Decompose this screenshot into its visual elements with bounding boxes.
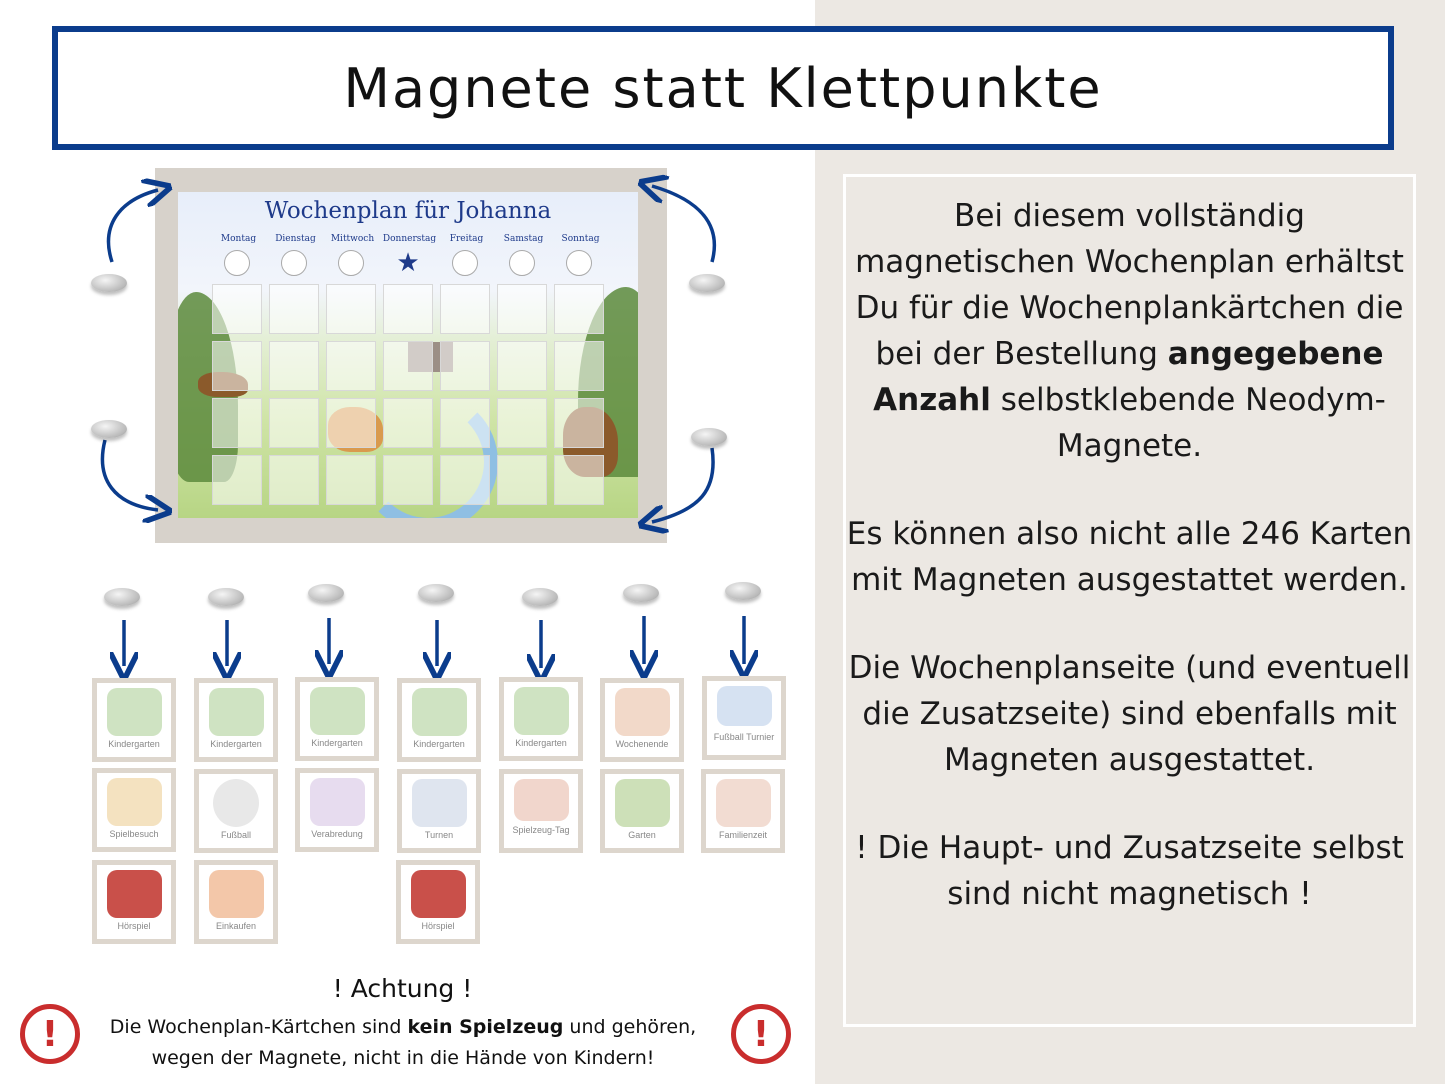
card-slot <box>212 455 262 505</box>
family-icon <box>716 779 771 827</box>
magnet-icon <box>104 588 140 606</box>
card-slot <box>497 284 547 334</box>
vegetable-basket-icon <box>615 779 670 827</box>
card-label: Turnen <box>424 830 454 840</box>
card-slot <box>269 455 319 505</box>
card-slot-grid <box>212 284 604 505</box>
card-slot <box>440 341 490 391</box>
card-slot <box>269 341 319 391</box>
card-kindergarten <box>194 678 278 762</box>
info-paragraph: Es können also nicht alle 246 Karten mit Magneten ausgestattet werden. <box>846 516 1413 598</box>
day-marker-row <box>224 250 592 276</box>
card-kindergarten <box>499 677 583 761</box>
magnet-icon <box>522 588 558 606</box>
radio-icon <box>107 870 162 918</box>
card-slot <box>326 284 376 334</box>
card-slot <box>554 341 604 391</box>
kindergarten-icon <box>209 688 264 736</box>
warning-text-part: Die Wochenplan-Kärtchen sind <box>109 1016 408 1038</box>
weekday-row <box>210 234 638 244</box>
card-slot <box>383 455 433 505</box>
card-label: Fußball Turnier <box>713 732 775 742</box>
card-slot <box>383 284 433 334</box>
card-label: Kindergarten <box>210 739 262 749</box>
gymnastic-rings-icon <box>412 779 467 827</box>
day-marker <box>338 250 364 276</box>
card-label: Wochenende <box>615 739 669 749</box>
kindergarten-icon <box>107 688 162 736</box>
kindergarten-icon <box>412 688 467 736</box>
weekday-label: Sonntag <box>561 234 600 244</box>
magnet-icon <box>689 274 725 292</box>
info-paragraph: ! Die Haupt- und Zusatzseite selbst sind nicht magnetisch ! <box>855 830 1404 912</box>
warning-icon: ! <box>20 1004 80 1064</box>
soccer-ball-icon <box>213 779 259 827</box>
card-label: Spielzeug-Tag <box>512 825 570 835</box>
card-label: Garten <box>628 830 656 840</box>
page-title: Magnete statt Klettpunkte <box>343 56 1103 120</box>
playdate-icon <box>107 778 162 826</box>
card-slot <box>269 284 319 334</box>
card-label: Kindergarten <box>515 738 567 748</box>
weekly-plan-poster <box>178 192 638 518</box>
warning-text-bold: kein Spielzeug <box>407 1016 564 1038</box>
magnet-icon <box>308 584 344 602</box>
card-einkaufen <box>194 860 278 944</box>
info-text-bold: angegebene Anzahl <box>873 336 1384 418</box>
weekday-label: Donnerstag <box>382 234 437 244</box>
card-slot <box>440 455 490 505</box>
card-fussball <box>194 769 278 853</box>
card-slot <box>554 398 604 448</box>
day-marker <box>224 250 250 276</box>
card-label: Familienzeit <box>718 830 767 840</box>
info-paragraph: Die Wochenplanseite (und eventuell die Zusatzseite) sind ebenfalls mit Magneten ausgestattet. <box>848 650 1411 778</box>
poster-title: Wochenplan für Johanna <box>264 198 552 224</box>
arrow-icon <box>109 190 158 262</box>
friends-icon <box>310 778 365 826</box>
weekday-label: Dienstag <box>275 234 316 244</box>
card-slot <box>497 398 547 448</box>
day-marker <box>509 250 535 276</box>
warning-text-part: und gehören, wegen der Magnete, nicht in die Hände von Kindern! <box>151 1016 697 1069</box>
card-kindergarten <box>295 677 379 761</box>
weekday-label: Montag <box>220 234 257 244</box>
kindergarten-icon <box>514 687 569 735</box>
card-slot <box>440 398 490 448</box>
card-slot <box>440 284 490 334</box>
card-spielbesuch <box>92 768 176 852</box>
card-label: Kindergarten <box>108 739 160 749</box>
card-label: Fußball <box>220 830 251 840</box>
magnet-icon <box>418 584 454 602</box>
day-marker <box>281 250 307 276</box>
info-panel <box>843 174 1416 1027</box>
kindergarten-icon <box>310 687 365 735</box>
card-label: Hörspiel <box>421 921 455 931</box>
card-familienzeit <box>701 769 785 853</box>
card-slot <box>497 341 547 391</box>
card-slot <box>212 341 262 391</box>
card-slot <box>326 455 376 505</box>
card-slot <box>326 398 376 448</box>
magnet-icon <box>91 274 127 292</box>
card-slot <box>554 455 604 505</box>
card-kindergarten <box>92 678 176 762</box>
magnet-icon <box>91 420 127 438</box>
card-wochenende <box>600 678 684 762</box>
card-slot <box>269 398 319 448</box>
radio-icon <box>411 870 466 918</box>
card-spielzeug-tag <box>499 769 583 853</box>
magnet-icon <box>623 584 659 602</box>
day-marker <box>566 250 592 276</box>
hammock-icon <box>615 688 670 736</box>
magnet-icon <box>691 428 727 446</box>
weekday-label: Samstag <box>503 234 544 244</box>
card-hoerspiel <box>396 860 480 944</box>
warning-title: ! Achtung ! <box>332 974 473 1003</box>
info-text: selbstklebende Neodym-Magnete. <box>990 382 1386 464</box>
card-slot <box>212 398 262 448</box>
arrow-icon <box>102 440 158 510</box>
card-slot <box>326 341 376 391</box>
card-label: Einkaufen <box>215 921 257 931</box>
card-turnen <box>397 769 481 853</box>
weekday-label: Mittwoch <box>330 234 375 244</box>
card-label: Kindergarten <box>413 739 465 749</box>
card-label: Spielbesuch <box>109 829 159 839</box>
card-garten <box>600 769 684 853</box>
shopping-box-icon <box>209 870 264 918</box>
title-banner <box>52 26 1394 150</box>
day-marker <box>452 250 478 276</box>
card-fussball-turnier <box>702 676 786 760</box>
card-slot <box>383 398 433 448</box>
magnet-icon <box>725 582 761 600</box>
card-slot <box>383 341 433 391</box>
warning-text <box>88 1012 718 1074</box>
magnet-icon <box>208 588 244 606</box>
card-kindergarten <box>397 678 481 762</box>
warning-icon: ! <box>731 1004 791 1064</box>
card-slot <box>212 284 262 334</box>
info-paragraph <box>846 193 1413 469</box>
card-label: Verabredung <box>311 829 363 839</box>
soccer-kids-icon <box>717 686 772 726</box>
card-label: Kindergarten <box>311 738 363 748</box>
weekday-label: Freitag <box>449 234 484 244</box>
card-verabredung <box>295 768 379 852</box>
card-label: Hörspiel <box>117 921 151 931</box>
toy-car-icon <box>514 779 569 821</box>
star-icon: ★ <box>396 248 420 278</box>
info-text: Bei diesem vollständig magnetischen Wochenplan erhältst Du für die Wochenplankärtchen die bei der Bestellung <box>855 198 1404 372</box>
card-slot <box>497 455 547 505</box>
card-hoerspiel <box>92 860 176 944</box>
card-slot <box>554 284 604 334</box>
